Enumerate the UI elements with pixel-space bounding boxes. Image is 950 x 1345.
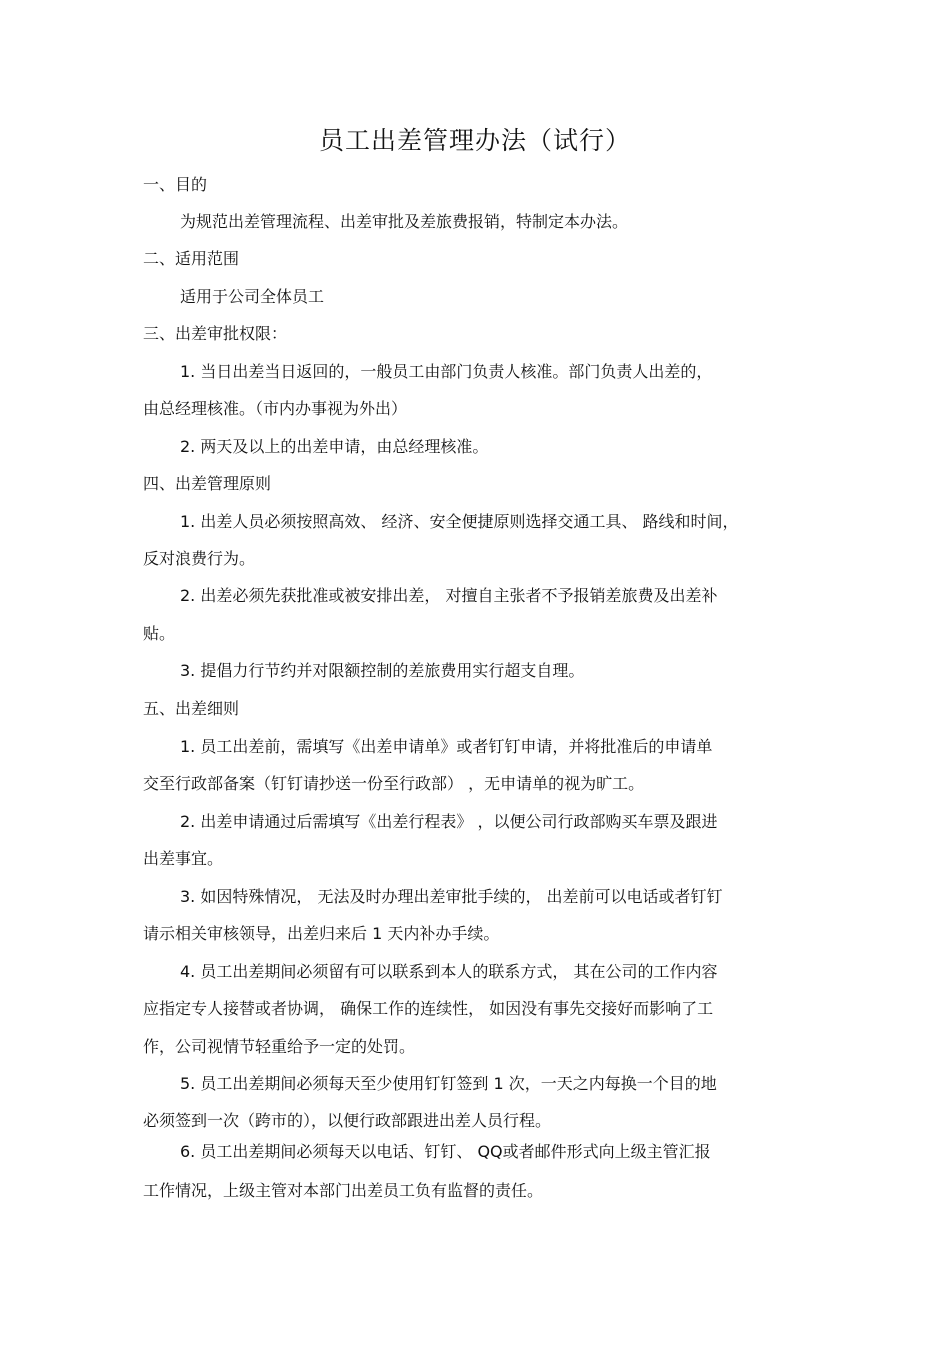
rules-item-2-line-1: 2. 出差申请通过后需填写《出差行程表》 ，以便公司行政部购买车票及跟进 — [180, 812, 718, 831]
principles-item-1-line-1: 1. 出差人员必须按照高效、 经济、安全便捷原则选择交通工具、 路线和时间， — [180, 512, 739, 531]
approval-item-2: 2. 两天及以上的出差申请，由总经理核准。 — [180, 437, 489, 456]
rules-item-4-line-1: 4. 员工出差期间必须留有可以联系到本人的联系方式， 其在公司的工作内容 — [180, 962, 718, 981]
paragraph-purpose: 为规范出差管理流程、出差审批及差旅费报销，特制定本办法。 — [180, 212, 629, 231]
section-heading-principles: 四、出差管理原则 — [143, 474, 272, 493]
rules-item-5-line-2: 必须签到一次（跨市的），以便行政部跟进出差人员行程。 — [143, 1111, 552, 1130]
section-heading-approval: 三、出差审批权限： — [143, 324, 288, 343]
rules-item-6-line-1: 6. 员工出差期间必须每天以电话、钉钉、 QQ或者邮件形式向上级主管汇报 — [180, 1142, 711, 1161]
principles-item-2-line-2: 贴。 — [143, 624, 176, 643]
section-heading-scope: 二、适用范围 — [143, 249, 240, 268]
paragraph-scope: 适用于公司全体员工 — [180, 287, 325, 306]
rules-item-4-line-2: 应指定专人接替或者协调， 确保工作的连续性， 如因没有事先交接好而影响了工 — [143, 999, 714, 1018]
approval-item-1-line-1: 1. 当日出差当日返回的，一般员工由部门负责人核准。部门负责人出差的， — [180, 362, 713, 381]
principles-item-3: 3. 提倡力行节约并对限额控制的差旅费用实行超支自理。 — [180, 661, 585, 680]
approval-item-1-line-2: 由总经理核准。（市内办事视为外出） — [143, 399, 408, 418]
rules-item-3-line-1: 3. 如因特殊情况， 无法及时办理出差审批手续的， 出差前可以电话或者钉钉 — [180, 887, 723, 906]
rules-item-5-line-1: 5. 员工出差期间必须每天至少使用钉钉签到 1 次，一天之内每换一个目的地 — [180, 1074, 717, 1093]
principles-item-2-line-1: 2. 出差必须先获批准或被安排出差， 对擅自主张者不予报销差旅费及出差补 — [180, 586, 718, 605]
rules-item-2-line-2: 出差事宜。 — [143, 849, 224, 868]
document-title: 员工出差管理办法（试行） — [318, 126, 631, 155]
rules-item-6-line-2: 工作情况，上级主管对本部门出差员工负有监督的责任。 — [143, 1181, 544, 1200]
rules-item-4-line-3: 作，公司视情节轻重给予一定的处罚。 — [143, 1037, 416, 1056]
principles-item-1-line-2: 反对浪费行为。 — [143, 549, 256, 568]
rules-item-3-line-2: 请示相关审核领导，出差归来后 1 天内补办手续。 — [143, 924, 500, 943]
rules-item-1-line-2: 交至行政部备案（钉钉请抄送一份至行政部） ，无申请单的视为旷工。 — [143, 774, 645, 793]
section-heading-purpose: 一、目的 — [143, 175, 208, 194]
section-heading-rules: 五、出差细则 — [143, 699, 240, 718]
rules-item-1-line-1: 1. 员工出差前，需填写《出差申请单》或者钉钉申请，并将批准后的申请单 — [180, 737, 713, 756]
